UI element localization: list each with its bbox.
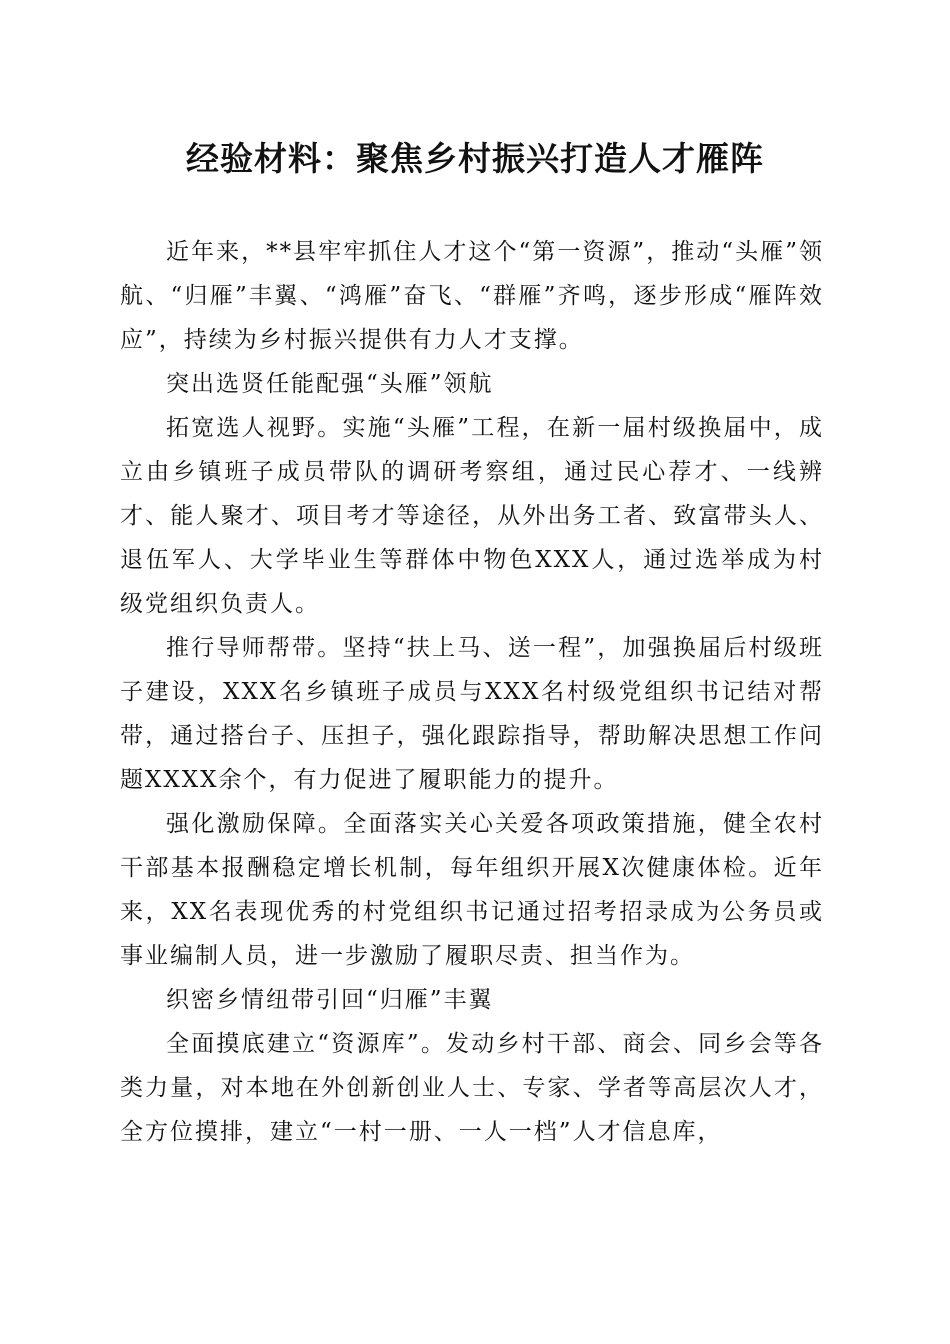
section-heading-2: 织密乡情纽带引回“归雁”丰翼 xyxy=(166,987,494,1013)
paragraph-mentoring: 推行导师帮带。坚持“扶上马、送一程”，加强换届后村级班子建设，XXX名乡镇班子成员与XXX名村级党组织书记结对帮带，通过搭台子、压担子，强化跟踪指导，帮助解决思想工作问题XXXX余个，有力促进了履职能力的提升。 xyxy=(120,635,824,793)
paragraph-incentives: 强化激励保障。全面落实关心关爱各项政策措施，健全农村干部基本报酬稳定增长机制，每年组织开展X次健康体检。近年来，XX名表现优秀的村党组织书记通过招考招录成为公务员或事业编制人员，进一步激励了履职尽责、担当作为。 xyxy=(120,811,824,969)
document-title: 经验材料：聚焦乡村振兴打造人才雁阵 xyxy=(186,139,764,178)
document-body xyxy=(120,230,824,1154)
intro-paragraph: 近年来，**县牢牢抓住人才这个“第一资源”，推动“头雁”领航、“归雁”丰翼、“鸿雁”奋飞、“群雁”齐鸣，逐步形成“雁阵效应”，持续为乡村振兴提供有力人才支撑。 xyxy=(120,239,824,353)
paragraph-resource-library: 全面摸底建立“资源库”。发动乡村干部、商会、同乡会等各类力量，对本地在外创新创业人士、专家、学者等高层次人才，全方位摸排，建立“一村一册、一人一档”人才信息库， xyxy=(120,1031,824,1145)
paragraph-select-talent: 拓宽选人视野。实施“头雁”工程，在新一届村级换届中，成立由乡镇班子成员带队的调研考察组，通过民心荐才、一线辨才、能人聚才、项目考才等途径，从外出务工者、致富带头人、退伍军人、大学毕业生等群体中物色XXX人，通过选举成为村级党组织负责人。 xyxy=(120,415,824,617)
section-heading-1: 突出选贤任能配强“头雁”领航 xyxy=(166,371,494,397)
